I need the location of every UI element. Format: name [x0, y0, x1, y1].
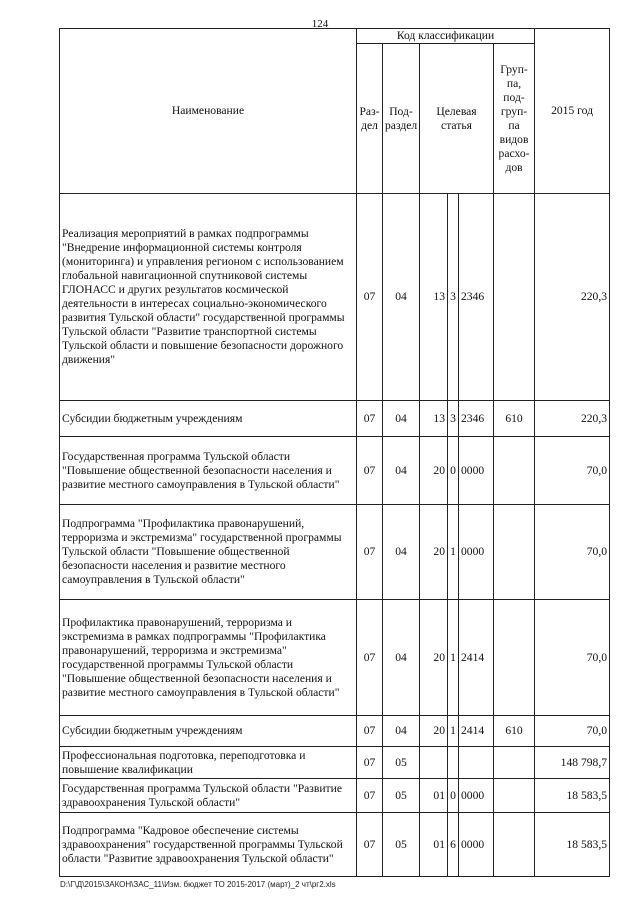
- row-razdel: 07: [357, 401, 383, 437]
- row-podrazdel: 04: [383, 716, 420, 747]
- row-target-direction: 0000: [459, 813, 494, 877]
- row-target-subprogram: 1: [448, 505, 459, 600]
- row-target-program: 20: [420, 437, 448, 505]
- row-amount: 220,3: [535, 194, 610, 401]
- row-podrazdel: 04: [383, 194, 420, 401]
- row-target-program: 13: [420, 401, 448, 437]
- row-target-subprogram: 6: [448, 813, 459, 877]
- row-group: [494, 779, 535, 813]
- row-name: Субсидии бюджетным учреждениям: [60, 401, 357, 437]
- header-row-top: [60, 29, 610, 44]
- header-razdel: Раз-дел: [357, 44, 383, 194]
- table-row: [60, 401, 610, 437]
- row-amount: 70,0: [535, 716, 610, 747]
- row-group: [494, 747, 535, 779]
- row-target-program: 20: [420, 505, 448, 600]
- row-name: Государственная программа Тульской области "Развитие здравоохранения Тульской области": [60, 779, 357, 813]
- row-target-subprogram: [448, 747, 459, 779]
- table-row: [60, 716, 610, 747]
- table-row: [60, 437, 610, 505]
- row-target-subprogram: 3: [448, 194, 459, 401]
- row-target-program: 13: [420, 194, 448, 401]
- row-amount: 70,0: [535, 437, 610, 505]
- row-group: [494, 505, 535, 600]
- row-razdel: 07: [357, 505, 383, 600]
- row-target-program: 01: [420, 779, 448, 813]
- row-razdel: 07: [357, 437, 383, 505]
- header-group: Груп-па, под-груп-па видов расхо-дов: [494, 44, 535, 194]
- row-razdel: 07: [357, 779, 383, 813]
- row-razdel: 07: [357, 600, 383, 716]
- row-target-direction: 2346: [459, 401, 494, 437]
- table-row: [60, 505, 610, 600]
- row-target-direction: 0000: [459, 437, 494, 505]
- row-podrazdel: 05: [383, 779, 420, 813]
- header-classification: Код классификации: [357, 29, 535, 44]
- row-target-program: 01: [420, 813, 448, 877]
- row-target-direction: 2414: [459, 716, 494, 747]
- row-name: Реализация мероприятий в рамках подпрограммы "Внедрение информационной системы контроля (мониторинга) и управления регионом с использованием глобальной навигационной спутниковой системы ГЛОНАСС и других результатов космической деятельности в интересах социально-экономического развития Тульской области" государственной программы Тульской области "Развитие транспортной системы Тульской области и повышение безопасности дорожного движения": [60, 194, 357, 401]
- row-amount: 148 798,7: [535, 747, 610, 779]
- table-row: [60, 779, 610, 813]
- page-number: 124: [311, 18, 329, 30]
- row-target-subprogram: 0: [448, 779, 459, 813]
- row-target-direction: 0000: [459, 779, 494, 813]
- row-target-program: 20: [420, 716, 448, 747]
- row-name: Государственная программа Тульской области "Повышение общественной безопасности населения и развитие местного самоуправления в Тульской области": [60, 437, 357, 505]
- row-podrazdel: 04: [383, 600, 420, 716]
- row-target-subprogram: 1: [448, 716, 459, 747]
- row-target-direction: [459, 747, 494, 779]
- row-podrazdel: 04: [383, 437, 420, 505]
- row-name: Подпрограмма "Профилактика правонарушений, терроризма и экстремизма" государственной программы Тульской области "Повышение общественной безопасности населения и развитие местного самоуправления в Тульской области": [60, 505, 357, 600]
- table-row: [60, 194, 610, 401]
- row-target-subprogram: 1: [448, 600, 459, 716]
- table-row: [60, 600, 610, 716]
- row-target-program: 20: [420, 600, 448, 716]
- row-razdel: 07: [357, 716, 383, 747]
- row-name: Профилактика правонарушений, терроризма и экстремизма в рамках подпрограммы "Профилактика правонарушений, терроризма и экстремизма" государственной программы Тульской области "Повышение общественной безопасности населения и развитие местного самоуправления в Тульской области": [60, 600, 357, 716]
- row-target-subprogram: 3: [448, 401, 459, 437]
- row-group: 610: [494, 401, 535, 437]
- row-target-direction: 0000: [459, 505, 494, 600]
- row-name: Подпрограмма "Кадровое обеспечение системы здравоохранения" государственной программы Тульской области "Развитие здравоохранения Тульской области": [60, 813, 357, 877]
- header-target: Целевая статья: [420, 44, 494, 194]
- row-podrazdel: 04: [383, 505, 420, 600]
- row-razdel: 07: [357, 813, 383, 877]
- row-group: 610: [494, 716, 535, 747]
- row-amount: 18 583,5: [535, 779, 610, 813]
- row-target-subprogram: 0: [448, 437, 459, 505]
- row-amount: 70,0: [535, 505, 610, 600]
- row-podrazdel: 04: [383, 401, 420, 437]
- row-podrazdel: 05: [383, 813, 420, 877]
- footer-file-path: D:\Г\Д\2015\ЗАКОН\ЗАС_11\Изм. бюджет ТО 2015-2017 (март)_2 чт\рг2.xls: [60, 880, 336, 889]
- row-razdel: 07: [357, 747, 383, 779]
- row-name: Профессиональная подготовка, переподготовка и повышение квалификации: [60, 747, 357, 779]
- row-group: [494, 194, 535, 401]
- header-year: 2015 год: [535, 29, 610, 194]
- row-podrazdel: 05: [383, 747, 420, 779]
- budget-table: [59, 28, 610, 877]
- row-target-direction: 2346: [459, 194, 494, 401]
- table-row: [60, 813, 610, 877]
- row-group: [494, 437, 535, 505]
- row-target-direction: 2414: [459, 600, 494, 716]
- header-name: Наименование: [60, 29, 357, 194]
- row-group: [494, 813, 535, 877]
- row-target-program: [420, 747, 448, 779]
- row-amount: 18 583,5: [535, 813, 610, 877]
- row-amount: 220,3: [535, 401, 610, 437]
- table-row: [60, 747, 610, 779]
- row-razdel: 07: [357, 194, 383, 401]
- row-amount: 70,0: [535, 600, 610, 716]
- row-name: Субсидии бюджетным учреждениям: [60, 716, 357, 747]
- row-group: [494, 600, 535, 716]
- header-podrazdel: Под-раздел: [383, 44, 420, 194]
